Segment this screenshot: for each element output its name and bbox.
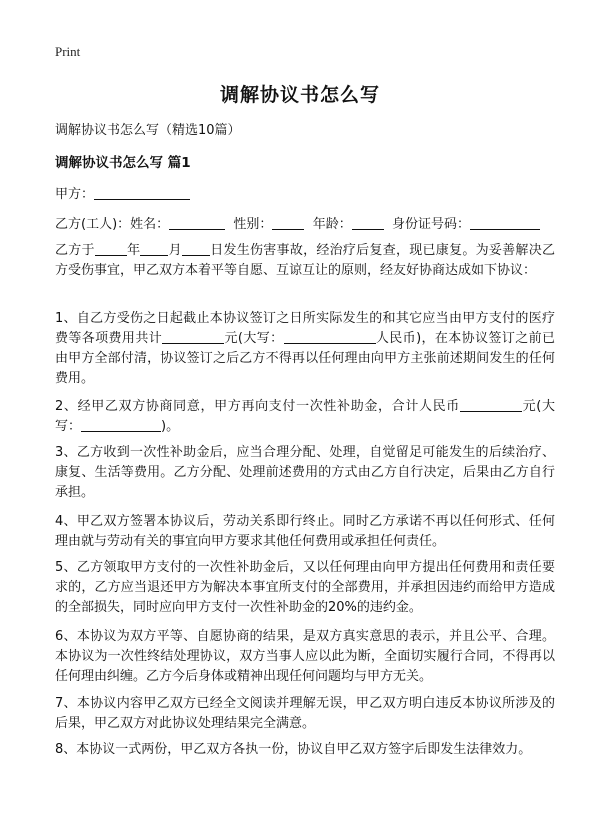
clause-1-upper-blank (284, 330, 376, 344)
print-link[interactable]: Print (55, 44, 81, 59)
party-b-gender-label: 性别： (233, 217, 273, 232)
party-b-age-blank (352, 216, 384, 230)
clause-3: 3、乙方收到一次性补助金后，应当合理分配、处理，自觉留足可能发生的后续治疗、康复、生活等费用。乙方分配、处理前述费用的方式由乙方自行决定，后果由乙方自行承担。 (55, 445, 555, 500)
clause-2-part-1: 2、经甲乙双方协商同意，甲方再向支付一次性补助金，合计人民币 (55, 399, 460, 414)
party-b-age-label: 年龄： (312, 217, 352, 232)
party-a-blank (94, 186, 190, 200)
intro-month-label: 月 (168, 243, 182, 258)
subtitle: 调解协议书怎么写（精选10篇） (55, 123, 241, 138)
clause-2-upper-blank (81, 418, 161, 432)
intro-day-blank (182, 242, 210, 256)
intro-paragraph (55, 241, 555, 281)
party-b-name-label: 乙方(工人)：姓名： (55, 217, 170, 232)
intro-rest: 日发生伤害事故，经治疗后复查，现已康复。为妥善解决乙方受伤事宜，甲乙双方本着平等自愿、互谅互让的原则，经友好协商达成如下协议： (55, 243, 555, 278)
clause-1 (55, 309, 555, 389)
clause-1-part-2: 元(大写： (224, 331, 284, 346)
party-b-name-blank (169, 216, 225, 230)
clause-1-part-3: 人民币)，在本协议签订之前已由甲方全部付清，协议签订之后乙方不得再以任何理由向甲方主张前述期间发生的任何费用。 (55, 331, 556, 386)
intro-prefix: 乙方于 (55, 243, 95, 258)
clause-2 (55, 397, 555, 437)
section-heading: 调解协议书怎么写 篇1 (55, 155, 191, 171)
party-a-line (55, 183, 190, 202)
clause-7: 7、本协议内容甲乙双方已经全文阅读并理解无误，甲乙双方明白违反本协议所涉及的后果，甲乙双方对此协议处理结果完全满意。 (55, 696, 555, 731)
party-b-gender-blank (272, 216, 304, 230)
party-b-id-label: 身份证号码： (391, 217, 470, 232)
party-a-label: 甲方： (55, 187, 95, 202)
party-b-id-blank (470, 216, 540, 230)
clause-5: 5、乙方领取甲方支付的一次性补助金后，又以任何理由向甲方提出任何费用和责任要求的，乙方应当退还甲方为解决本事宜所支付的全部费用，并承担因违约而给甲方造成的全部损失，同时应向甲方支付一次性补助金的20%的违约金。 (55, 560, 555, 615)
clause-8: 8、本协议一式两份，甲乙双方各执一份，协议自甲乙双方签字后即发生法律效力。 (55, 742, 532, 757)
intro-year-label: 年 (126, 243, 141, 258)
clause-4: 4、甲乙双方签署本协议后，劳动关系即行终止。同时乙方承诺不再以任何形式、任何理由就与劳动有关的事宜向甲方要求其他任何费用或承担任何责任。 (55, 514, 555, 549)
clause-6: 6、本协议为双方平等、自愿协商的结果，是双方真实意思的表示，并且公平、合理。本协议为一次性终结处理协议，双方当事人应以此为断，全面切实履行合同，不得再以任何理由纠缠。乙方今后身体或精神出现任何问题均与甲方无关。 (55, 629, 555, 684)
clause-2-part-2: 元(大写： (55, 399, 555, 434)
clause-1-part-1: 1、自乙方受伤之日起截止本协议签订之日所实际发生的和其它应当由甲方支付的医疗费等各项费用共计 (55, 311, 555, 346)
clause-2-amount-blank (460, 398, 522, 412)
party-b-line (55, 213, 540, 232)
intro-month-blank (140, 242, 168, 256)
clause-1-amount-blank (162, 330, 224, 344)
intro-year-blank (95, 242, 127, 256)
clause-2-part-3: )。 (161, 419, 180, 434)
page-title: 调解协议书怎么写 (219, 84, 380, 106)
